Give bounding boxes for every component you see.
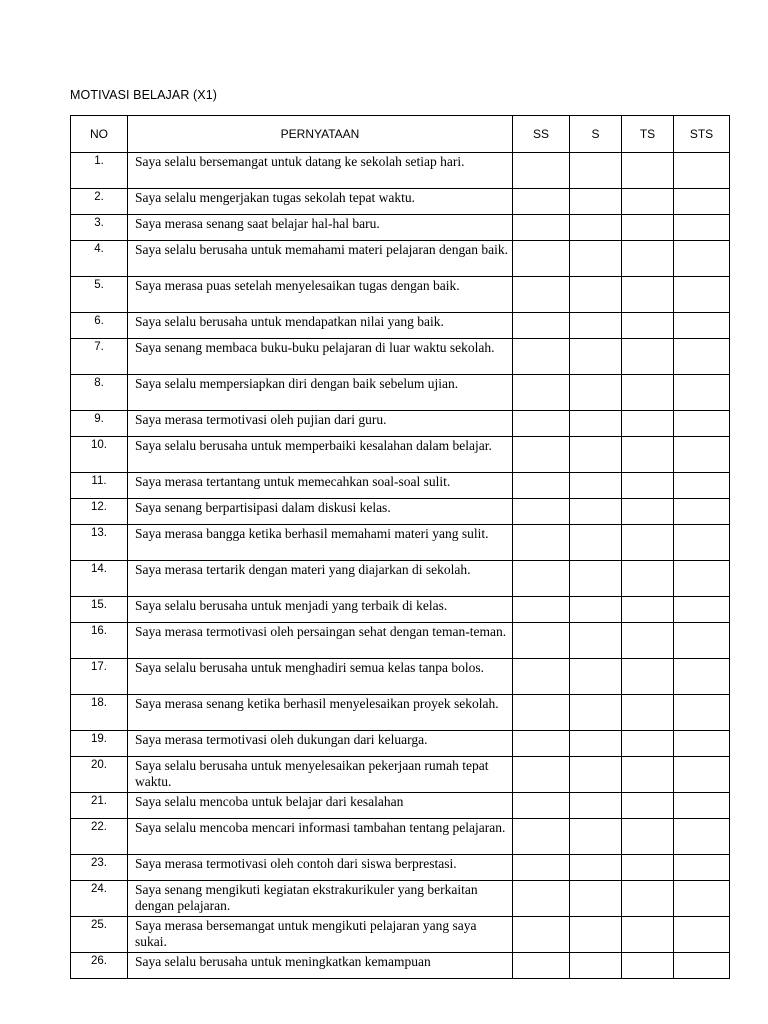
row-statement: Saya merasa termotivasi oleh dukungan dari keluarga. <box>128 731 513 757</box>
answer-cell-ss[interactable] <box>513 189 570 215</box>
row-statement: Saya senang membaca buku-buku pelajaran di luar waktu sekolah. <box>128 339 513 375</box>
row-number: 5. <box>71 277 128 313</box>
table-row <box>71 525 730 561</box>
answer-cell-ss[interactable] <box>513 695 570 731</box>
table-row <box>71 437 730 473</box>
table-row <box>71 953 730 979</box>
row-statement: Saya selalu bersemangat untuk datang ke sekolah setiap hari. <box>128 153 513 189</box>
answer-cell-ts[interactable] <box>622 597 674 623</box>
row-statement: Saya selalu berusaha untuk menghadiri semua kelas tanpa bolos. <box>128 659 513 695</box>
row-number: 23. <box>71 855 128 881</box>
answer-cell-sts[interactable] <box>674 241 730 277</box>
answer-cell-ss[interactable] <box>513 561 570 597</box>
row-number: 8. <box>71 375 128 411</box>
answer-cell-ts[interactable] <box>622 855 674 881</box>
row-number: 14. <box>71 561 128 597</box>
row-number: 22. <box>71 819 128 855</box>
answer-cell-sts[interactable] <box>674 953 730 979</box>
answer-cell-s[interactable] <box>570 277 622 313</box>
table-row <box>71 757 730 793</box>
table-row <box>71 881 730 917</box>
row-statement: Saya selalu berusaha untuk mendapatkan nilai yang baik. <box>128 313 513 339</box>
answer-cell-ss[interactable] <box>513 277 570 313</box>
row-statement: Saya merasa termotivasi oleh contoh dari siswa berprestasi. <box>128 855 513 881</box>
answer-cell-sts[interactable] <box>674 153 730 189</box>
answer-cell-ss[interactable] <box>513 153 570 189</box>
answer-cell-ss[interactable] <box>513 241 570 277</box>
answer-cell-sts[interactable] <box>674 561 730 597</box>
answer-cell-s[interactable] <box>570 473 622 499</box>
answer-cell-ss[interactable] <box>513 437 570 473</box>
table-row <box>71 241 730 277</box>
table-row <box>71 339 730 375</box>
answer-cell-ts[interactable] <box>622 499 674 525</box>
table-row <box>71 313 730 339</box>
answer-cell-s[interactable] <box>570 757 622 793</box>
row-number: 24. <box>71 881 128 917</box>
row-number: 4. <box>71 241 128 277</box>
answer-cell-s[interactable] <box>570 819 622 855</box>
answer-cell-s[interactable] <box>570 215 622 241</box>
header-sts: STS <box>674 116 730 153</box>
answer-cell-ts[interactable] <box>622 313 674 339</box>
answer-cell-sts[interactable] <box>674 623 730 659</box>
answer-cell-sts[interactable] <box>674 277 730 313</box>
questionnaire-table <box>70 115 730 979</box>
answer-cell-ts[interactable] <box>622 731 674 757</box>
row-statement: Saya selalu mempersiapkan diri dengan baik sebelum ujian. <box>128 375 513 411</box>
answer-cell-sts[interactable] <box>674 793 730 819</box>
answer-cell-s[interactable] <box>570 793 622 819</box>
answer-cell-ts[interactable] <box>622 241 674 277</box>
answer-cell-sts[interactable] <box>674 411 730 437</box>
answer-cell-ts[interactable] <box>622 473 674 499</box>
row-statement: Saya merasa tertantang untuk memecahkan soal-soal sulit. <box>128 473 513 499</box>
row-number: 7. <box>71 339 128 375</box>
table-row <box>71 695 730 731</box>
row-number: 10. <box>71 437 128 473</box>
row-number: 6. <box>71 313 128 339</box>
row-number: 19. <box>71 731 128 757</box>
table-row <box>71 499 730 525</box>
answer-cell-ss[interactable] <box>513 375 570 411</box>
answer-cell-sts[interactable] <box>674 855 730 881</box>
table-row <box>71 819 730 855</box>
answer-cell-ts[interactable] <box>622 819 674 855</box>
answer-cell-ss[interactable] <box>513 917 570 953</box>
answer-cell-s[interactable] <box>570 623 622 659</box>
row-number: 20. <box>71 757 128 793</box>
table-row <box>71 473 730 499</box>
answer-cell-sts[interactable] <box>674 757 730 793</box>
row-number: 16. <box>71 623 128 659</box>
table-row <box>71 917 730 953</box>
answer-cell-s[interactable] <box>570 499 622 525</box>
answer-cell-ss[interactable] <box>513 597 570 623</box>
answer-cell-ts[interactable] <box>622 793 674 819</box>
answer-cell-ss[interactable] <box>513 757 570 793</box>
row-number: 25. <box>71 917 128 953</box>
answer-cell-ts[interactable] <box>622 411 674 437</box>
answer-cell-sts[interactable] <box>674 189 730 215</box>
table-row <box>71 659 730 695</box>
answer-cell-s[interactable] <box>570 411 622 437</box>
row-number: 18. <box>71 695 128 731</box>
table-row <box>71 189 730 215</box>
table-row <box>71 731 730 757</box>
answer-cell-s[interactable] <box>570 437 622 473</box>
answer-cell-ts[interactable] <box>622 277 674 313</box>
row-statement: Saya senang berpartisipasi dalam diskusi kelas. <box>128 499 513 525</box>
answer-cell-ss[interactable] <box>513 881 570 917</box>
row-number: 3. <box>71 215 128 241</box>
answer-cell-s[interactable] <box>570 525 622 561</box>
answer-cell-ts[interactable] <box>622 623 674 659</box>
answer-cell-s[interactable] <box>570 731 622 757</box>
answer-cell-ts[interactable] <box>622 561 674 597</box>
row-statement: Saya selalu berusaha untuk memperbaiki kesalahan dalam belajar. <box>128 437 513 473</box>
row-number: 2. <box>71 189 128 215</box>
answer-cell-ts[interactable] <box>622 953 674 979</box>
answer-cell-s[interactable] <box>570 659 622 695</box>
row-statement: Saya selalu mencoba mencari informasi tambahan tentang pelajaran. <box>128 819 513 855</box>
row-number: 15. <box>71 597 128 623</box>
answer-cell-sts[interactable] <box>674 339 730 375</box>
answer-cell-sts[interactable] <box>674 597 730 623</box>
answer-cell-sts[interactable] <box>674 375 730 411</box>
answer-cell-s[interactable] <box>570 597 622 623</box>
answer-cell-ts[interactable] <box>622 375 674 411</box>
row-number: 1. <box>71 153 128 189</box>
row-statement: Saya merasa bangga ketika berhasil memahami materi yang sulit. <box>128 525 513 561</box>
answer-cell-ts[interactable] <box>622 153 674 189</box>
row-statement: Saya selalu berusaha untuk menyelesaikan pekerjaan rumah tepat waktu. <box>128 757 513 793</box>
answer-cell-ts[interactable] <box>622 215 674 241</box>
answer-cell-ts[interactable] <box>622 695 674 731</box>
answer-cell-sts[interactable] <box>674 917 730 953</box>
row-number: 17. <box>71 659 128 695</box>
header-ss: SS <box>513 116 570 153</box>
table-row <box>71 375 730 411</box>
row-statement: Saya merasa termotivasi oleh pujian dari guru. <box>128 411 513 437</box>
row-statement: Saya selalu berusaha untuk memahami materi pelajaran dengan baik. <box>128 241 513 277</box>
answer-cell-ts[interactable] <box>622 525 674 561</box>
answer-cell-s[interactable] <box>570 855 622 881</box>
table-row <box>71 855 730 881</box>
answer-cell-sts[interactable] <box>674 473 730 499</box>
table-row <box>71 411 730 437</box>
answer-cell-sts[interactable] <box>674 881 730 917</box>
answer-cell-ss[interactable] <box>513 731 570 757</box>
answer-cell-sts[interactable] <box>674 695 730 731</box>
row-statement: Saya selalu berusaha untuk menjadi yang terbaik di kelas. <box>128 597 513 623</box>
answer-cell-sts[interactable] <box>674 659 730 695</box>
table-row <box>71 597 730 623</box>
answer-cell-ts[interactable] <box>622 437 674 473</box>
answer-cell-ts[interactable] <box>622 189 674 215</box>
table-row <box>71 153 730 189</box>
answer-cell-ts[interactable] <box>622 659 674 695</box>
answer-cell-sts[interactable] <box>674 313 730 339</box>
row-statement: Saya merasa tertarik dengan materi yang diajarkan di sekolah. <box>128 561 513 597</box>
answer-cell-ts[interactable] <box>622 917 674 953</box>
answer-cell-s[interactable] <box>570 561 622 597</box>
answer-cell-s[interactable] <box>570 189 622 215</box>
header-ts: TS <box>622 116 674 153</box>
answer-cell-ss[interactable] <box>513 819 570 855</box>
answer-cell-sts[interactable] <box>674 819 730 855</box>
row-number: 13. <box>71 525 128 561</box>
answer-cell-ss[interactable] <box>513 215 570 241</box>
answer-cell-ss[interactable] <box>513 313 570 339</box>
answer-cell-ss[interactable] <box>513 499 570 525</box>
answer-cell-sts[interactable] <box>674 499 730 525</box>
answer-cell-s[interactable] <box>570 375 622 411</box>
row-number: 11. <box>71 473 128 499</box>
row-statement: Saya selalu mengerjakan tugas sekolah tepat waktu. <box>128 189 513 215</box>
row-statement: Saya merasa bersemangat untuk mengikuti pelajaran yang saya sukai. <box>128 917 513 953</box>
answer-cell-ss[interactable] <box>513 659 570 695</box>
header-row <box>71 116 730 153</box>
answer-cell-s[interactable] <box>570 313 622 339</box>
answer-cell-ss[interactable] <box>513 855 570 881</box>
answer-cell-sts[interactable] <box>674 731 730 757</box>
row-number: 21. <box>71 793 128 819</box>
answer-cell-ss[interactable] <box>513 525 570 561</box>
table-row <box>71 277 730 313</box>
row-statement: Saya selalu mencoba untuk belajar dari kesalahan <box>128 793 513 819</box>
answer-cell-ss[interactable] <box>513 623 570 659</box>
answer-cell-ts[interactable] <box>622 881 674 917</box>
row-number: 26. <box>71 953 128 979</box>
table-row <box>71 561 730 597</box>
answer-cell-ts[interactable] <box>622 757 674 793</box>
answer-cell-ss[interactable] <box>513 339 570 375</box>
answer-cell-sts[interactable] <box>674 525 730 561</box>
answer-cell-ss[interactable] <box>513 473 570 499</box>
answer-cell-s[interactable] <box>570 953 622 979</box>
row-statement: Saya merasa senang saat belajar hal-hal baru. <box>128 215 513 241</box>
row-number: 12. <box>71 499 128 525</box>
answer-cell-ts[interactable] <box>622 339 674 375</box>
row-statement: Saya senang mengikuti kegiatan ekstrakurikuler yang berkaitan dengan pelajaran. <box>128 881 513 917</box>
answer-cell-s[interactable] <box>570 153 622 189</box>
answer-cell-s[interactable] <box>570 339 622 375</box>
answer-cell-sts[interactable] <box>674 215 730 241</box>
header-no: NO <box>71 116 128 153</box>
answer-cell-sts[interactable] <box>674 437 730 473</box>
table-row <box>71 623 730 659</box>
row-statement: Saya selalu berusaha untuk meningkatkan kemampuan <box>128 953 513 979</box>
table-row <box>71 793 730 819</box>
answer-cell-s[interactable] <box>570 881 622 917</box>
answer-cell-ss[interactable] <box>513 953 570 979</box>
answer-cell-ss[interactable] <box>513 793 570 819</box>
row-statement: Saya merasa puas setelah menyelesaikan tugas dengan baik. <box>128 277 513 313</box>
answer-cell-s[interactable] <box>570 695 622 731</box>
table-row <box>71 215 730 241</box>
row-statement: Saya merasa senang ketika berhasil menyelesaikan proyek sekolah. <box>128 695 513 731</box>
answer-cell-s[interactable] <box>570 917 622 953</box>
row-statement: Saya merasa termotivasi oleh persaingan sehat dengan teman-teman. <box>128 623 513 659</box>
answer-cell-ss[interactable] <box>513 411 570 437</box>
header-statement: PERNYATAAN <box>128 116 513 153</box>
document-title: MOTIVASI BELAJAR (X1) <box>70 88 218 102</box>
answer-cell-s[interactable] <box>570 241 622 277</box>
row-number: 9. <box>71 411 128 437</box>
header-s: S <box>570 116 622 153</box>
